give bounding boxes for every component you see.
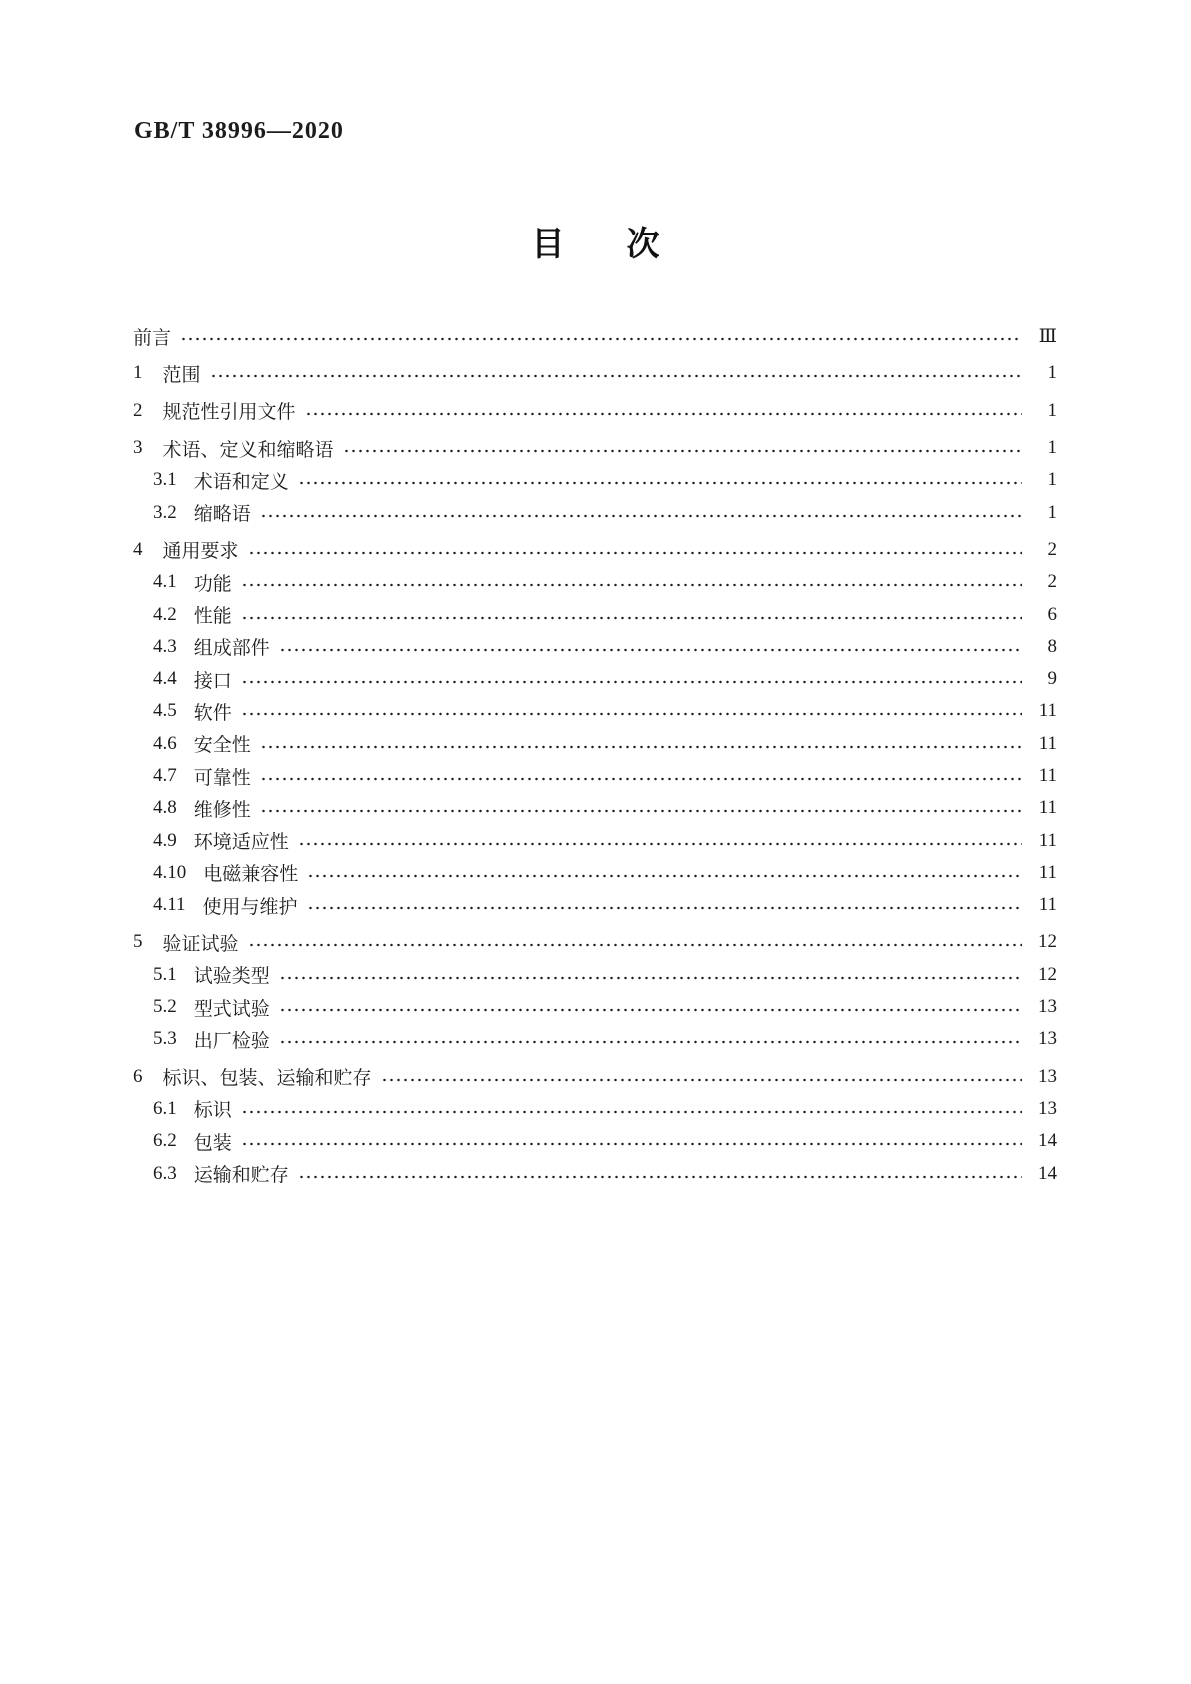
- toc-entry: [133, 1125, 1057, 1157]
- toc-entry-number: 5: [133, 931, 143, 953]
- toc-entry-label: 术语和定义: [193, 471, 289, 493]
- toc-entry-number: 4.5: [153, 700, 177, 722]
- toc-entry-label: 维修性: [193, 799, 251, 821]
- toc-entry-number: 2: [133, 399, 143, 421]
- toc-entry-label: 安全性: [193, 735, 251, 757]
- toc-entry-page: 13: [1038, 1097, 1057, 1119]
- toc-entry: [133, 1093, 1057, 1125]
- dot-leader: [279, 1008, 1022, 1012]
- toc-entry: [133, 631, 1057, 663]
- toc-entry-page: 11: [1038, 829, 1057, 851]
- toc-entry-label: 软件: [193, 702, 232, 724]
- toc-entry-number: 5.3: [153, 1028, 177, 1050]
- dot-leader: [260, 777, 1022, 781]
- toc-entry-page: 13: [1038, 996, 1057, 1018]
- toc-entry: [133, 991, 1057, 1023]
- toc-entry: [133, 792, 1057, 824]
- standard-code: GB/T 38996—2020: [134, 118, 344, 144]
- toc-entry-label: 使用与维护: [202, 896, 298, 918]
- dot-leader: [241, 616, 1022, 620]
- toc-entry-label: 标识: [193, 1100, 232, 1122]
- toc-entry: [133, 357, 1057, 389]
- toc-entry: [133, 566, 1057, 598]
- toc-entry: [133, 889, 1057, 921]
- toc-entry-label: 范围: [162, 364, 201, 386]
- toc-entry-label: 环境适应性: [193, 832, 289, 854]
- toc-entry-page: 11: [1038, 765, 1057, 786]
- toc-title: [0, 218, 1191, 265]
- toc-entry: [133, 320, 1057, 352]
- dot-leader: [210, 374, 1022, 378]
- toc-entry-label: 规范性引用文件: [162, 402, 296, 424]
- toc-entry-label: 标识、包装、运输和贮存: [162, 1068, 372, 1090]
- dot-leader: [298, 481, 1022, 485]
- toc-entry-number: 4.3: [153, 635, 177, 657]
- toc-entry-page: 11: [1038, 700, 1057, 722]
- dot-leader: [343, 449, 1022, 453]
- toc-entry: [133, 728, 1057, 760]
- toc-entry-page: 14: [1038, 1130, 1057, 1152]
- toc-entry-label: 功能: [193, 573, 232, 595]
- toc-entry: [133, 1157, 1057, 1189]
- toc-entry-page: 11: [1038, 732, 1057, 754]
- toc-entry-page: 9: [1047, 668, 1057, 690]
- toc-entry-number: 5.2: [153, 996, 177, 1018]
- toc-entry: [133, 857, 1057, 889]
- toc-entry-number: 4.9: [153, 829, 177, 851]
- dot-leader: [307, 874, 1022, 878]
- dot-leader: [180, 337, 1022, 341]
- toc-entry: [133, 926, 1057, 958]
- dot-leader: [241, 712, 1022, 716]
- toc-entry-number: 4.10: [153, 861, 187, 883]
- toc-entry-label: 型式试验: [193, 998, 270, 1020]
- toc-entry-page: 1: [1047, 469, 1057, 491]
- dot-leader: [241, 1142, 1022, 1146]
- toc-entry: [133, 824, 1057, 856]
- toc-entry-label: 术语、定义和缩略语: [162, 439, 334, 461]
- toc-entry-page: 1: [1047, 437, 1057, 459]
- toc-entry: [133, 395, 1057, 427]
- dot-leader: [248, 551, 1022, 555]
- toc-title-char-2: 次: [626, 225, 660, 262]
- toc-entry: [133, 598, 1057, 630]
- toc-entry-number: 3.2: [153, 501, 177, 523]
- toc-entry-label: 通用要求: [162, 541, 239, 563]
- toc-entry-page: 12: [1038, 931, 1057, 953]
- dot-leader: [279, 976, 1022, 980]
- dot-leader: [381, 1078, 1022, 1082]
- dot-leader: [260, 809, 1022, 813]
- toc-entry-page: 8: [1047, 635, 1057, 657]
- toc-entry-page: 2: [1047, 538, 1057, 560]
- toc-entry-page: 1: [1047, 501, 1057, 523]
- toc-entry-number: 3: [133, 437, 143, 459]
- toc-entry: [133, 1061, 1057, 1093]
- toc-entry-label: 试验类型: [193, 966, 270, 988]
- toc-entry-label: 电磁兼容性: [203, 864, 299, 886]
- toc-entry: [133, 760, 1057, 792]
- toc-entry: [133, 534, 1057, 566]
- toc-title-char-1: 目: [531, 225, 565, 262]
- dot-leader: [241, 680, 1022, 684]
- toc-entry-number: 4: [133, 538, 143, 560]
- dot-leader: [305, 412, 1022, 416]
- toc-entry: [133, 432, 1057, 464]
- toc-entry-page: 11: [1038, 861, 1057, 883]
- toc-entry-number: 4.8: [153, 797, 177, 819]
- toc-entry-number: 1: [133, 362, 143, 384]
- toc-entry-label: 可靠性: [193, 767, 251, 789]
- toc-entry-number: 4.1: [153, 571, 177, 593]
- dot-leader: [279, 1040, 1022, 1044]
- toc-entry-label: 接口: [193, 670, 232, 692]
- toc-entry-number: 5.1: [153, 963, 177, 985]
- toc-entry-number: 4.11: [153, 894, 186, 916]
- dot-leader: [298, 842, 1022, 846]
- toc-entry-label: 运输和贮存: [193, 1165, 289, 1187]
- toc-entry-page: 14: [1038, 1162, 1057, 1184]
- toc-entry: [133, 496, 1057, 528]
- toc-entry-number: 4.6: [153, 732, 177, 754]
- dot-leader: [241, 583, 1022, 587]
- toc-entry-number: 6: [133, 1065, 143, 1087]
- toc-entry: [133, 464, 1057, 496]
- toc-entry-page: 13: [1038, 1065, 1057, 1087]
- toc-entry-number: 4.2: [153, 603, 177, 625]
- toc-entry-page: 13: [1038, 1028, 1057, 1050]
- toc-entry-label: 缩略语: [193, 504, 251, 526]
- toc-list: [133, 320, 1057, 1190]
- dot-leader: [260, 514, 1022, 518]
- dot-leader: [307, 906, 1022, 910]
- toc-entry: [133, 695, 1057, 727]
- dot-leader: [248, 943, 1022, 947]
- toc-entry-label: 出厂检验: [193, 1030, 270, 1052]
- dot-leader: [260, 745, 1022, 749]
- toc-entry: [133, 959, 1057, 991]
- dot-leader: [241, 1110, 1022, 1114]
- toc-entry-label: 组成部件: [193, 638, 270, 660]
- dot-leader: [279, 648, 1022, 652]
- toc-entry: [133, 663, 1057, 695]
- toc-entry-page: 1: [1047, 362, 1057, 384]
- toc-entry-number: 6.1: [153, 1097, 177, 1119]
- toc-entry: [133, 1023, 1057, 1055]
- toc-entry-page: 2: [1047, 571, 1057, 593]
- toc-entry-label: 包装: [193, 1132, 232, 1154]
- toc-entry-page: 6: [1047, 603, 1057, 625]
- toc-entry-number: 6.2: [153, 1130, 177, 1152]
- toc-entry-number: 3.1: [153, 469, 177, 491]
- toc-entry-number: 4.7: [153, 765, 177, 786]
- toc-entry-label: 性能: [193, 606, 232, 628]
- toc-entry-page: 12: [1038, 963, 1057, 985]
- toc-entry-page: Ⅲ: [1038, 325, 1057, 347]
- toc-entry-page: 11: [1038, 797, 1057, 819]
- toc-entry-number: 6.3: [153, 1162, 177, 1184]
- toc-entry-number: 4.4: [153, 668, 177, 690]
- dot-leader: [298, 1175, 1022, 1179]
- toc-entry-label: 前言: [133, 327, 172, 349]
- toc-entry-label: 验证试验: [162, 933, 239, 955]
- toc-entry-page: 11: [1038, 894, 1057, 916]
- toc-entry-page: 1: [1047, 399, 1057, 421]
